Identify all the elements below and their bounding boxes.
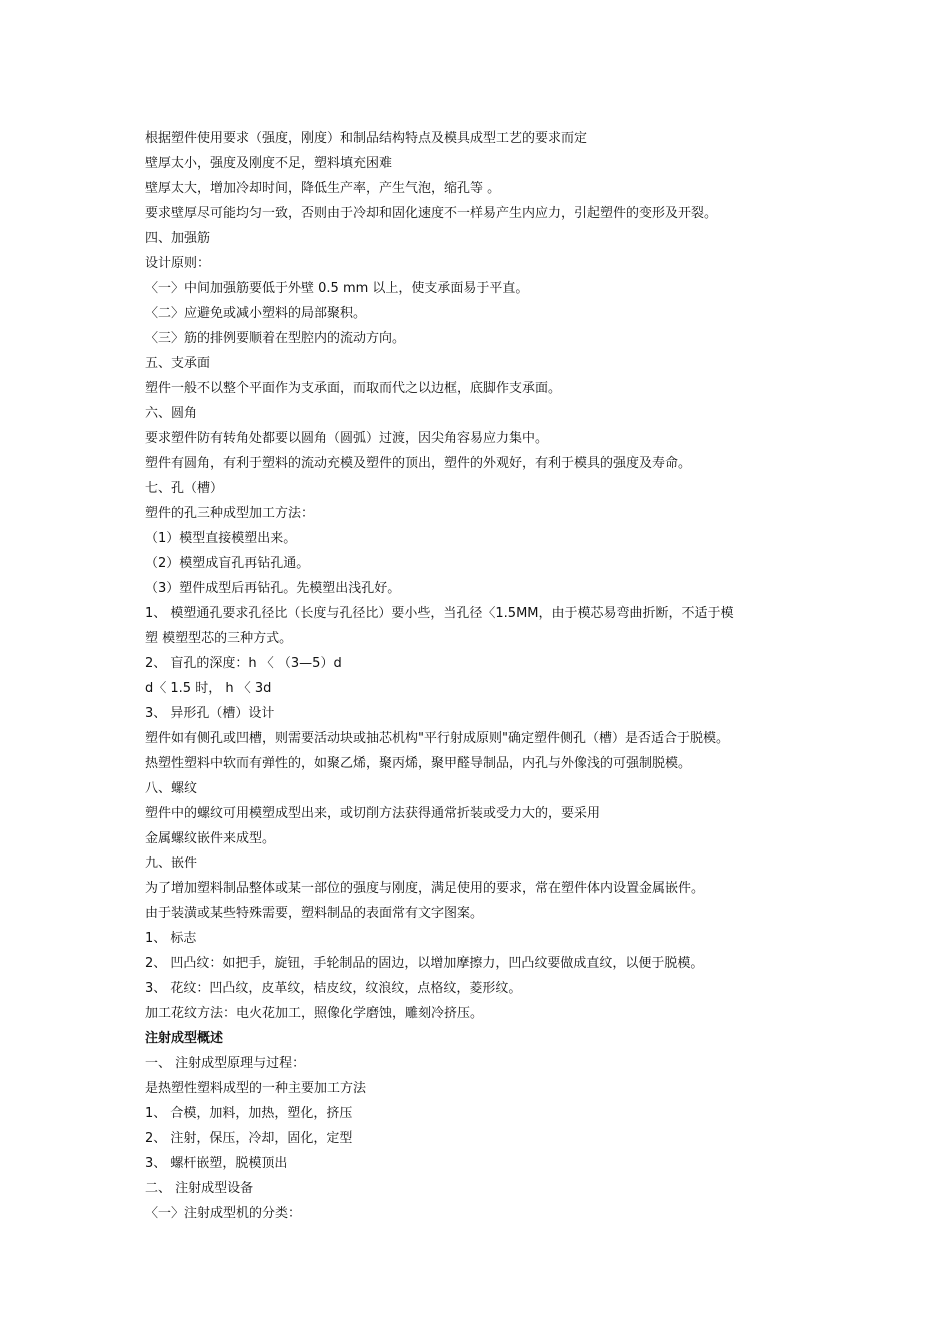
section-heading: 四、加强筋 — [145, 231, 211, 246]
section-heading: 九、嵌件 — [145, 856, 198, 871]
text-line: 加工花纹方法：电火花加工，照像化学磨蚀，雕刻冷挤压。 — [145, 1006, 484, 1021]
list-item: 〈二〉应避免或减小塑料的局部聚积。 — [145, 306, 367, 321]
list-item: 〈一〉中间加强筋要低于外壁 0.5 mm 以上，使支承面易于平直。 — [145, 281, 529, 296]
section-heading: 一、 注射成型原理与过程： — [145, 1056, 306, 1071]
text-line: 壁厚太大，增加冷却时间，降低生产率，产生气泡，缩孔等 。 — [145, 181, 501, 196]
list-item: 〈一〉注射成型机的分类： — [145, 1206, 302, 1221]
text-line: 塑 模塑型芯的三种方式。 — [145, 631, 293, 646]
section-heading: 二、 注射成型设备 — [145, 1181, 254, 1196]
text-line: 设计原则： — [145, 256, 211, 271]
text-line: 根据塑件使用要求（强度，刚度）和制品结构特点及模具成型工艺的要求而定 — [145, 131, 588, 146]
list-item: 2、 凹凸纹：如把手，旋钮，手轮制品的固边，以增加摩擦力，凹凸纹要做成直纹，以便于脱模。 — [145, 956, 704, 971]
text-line: 塑件一般不以整个平面作为支承面，而取而代之以边框，底脚作支承面。 — [145, 381, 562, 396]
text-line: 热塑性塑料中软而有弹性的，如聚乙烯，聚丙烯，聚甲醛导制品，内孔与外像浅的可强制脱模。 — [145, 756, 692, 771]
text-line: 塑件有圆角，有利于塑料的流动充模及塑件的顶出，塑件的外观好，有利于模具的强度及寿命。 — [145, 456, 692, 471]
section-heading: 七、孔（槽） — [145, 481, 224, 496]
list-item: 1、 合模，加料，加热，塑化，挤压 — [145, 1106, 353, 1121]
text-line: 塑件的孔三种成型加工方法： — [145, 506, 315, 521]
text-line: 塑件如有侧孔或凹槽，则需要活动块或抽芯机构"平行射成原则"确定塑件侧孔（槽）是否适合于脱模。 — [145, 731, 729, 746]
list-item: 3、 螺杆嵌塑，脱模顶出 — [145, 1156, 288, 1171]
text-line: 是热塑性塑料成型的一种主要加工方法 — [145, 1081, 367, 1096]
list-item: 3、 花纹：凹凸纹，皮革纹，桔皮纹，纹浪纹，点格纹，菱形纹。 — [145, 981, 522, 996]
list-item: 3、 异形孔（槽）设计 — [145, 706, 275, 721]
text-line: 由于装潢或某些特殊需要，塑料制品的表面常有文字图案。 — [145, 906, 484, 921]
list-item: （1）模型直接模塑出来。 — [145, 531, 297, 546]
section-heading: 五、支承面 — [145, 356, 211, 371]
text-line: 要求壁厚尽可能均匀一致，否则由于冷却和固化速度不一样易产生内应力，引起塑件的变形及开裂。 — [145, 206, 718, 221]
text-line: d〈 1.5 时， h 〈 3d — [145, 681, 272, 696]
section-heading: 八、螺纹 — [145, 781, 198, 796]
list-item: （2）模塑成盲孔再钻孔通。 — [145, 556, 310, 571]
text-line: 要求塑件防有转角处都要以圆角（圆弧）过渡，因尖角容易应力集中。 — [145, 431, 549, 446]
document-body — [145, 126, 825, 1226]
section-heading: 六、圆角 — [145, 406, 198, 421]
text-line: 塑件中的螺纹可用模塑成型出来，或切削方法获得通常折装或受力大的，要采用 — [145, 806, 601, 821]
text-line: 为了增加塑料制品整体或某一部位的强度与刚度，满足使用的要求，常在塑件体内设置金属嵌件。 — [145, 881, 705, 896]
list-item: 〈三〉筋的排例要顺着在型腔内的流动方向。 — [145, 331, 406, 346]
text-line: 金属螺纹嵌件来成型。 — [145, 831, 276, 846]
list-item: 1、 模塑通孔要求孔径比（长度与孔径比）要小些，当孔径〈1.5MM，由于模芯易弯曲折断，不适于模 — [145, 606, 734, 621]
chapter-title: 注射成型概述 — [145, 1031, 224, 1046]
list-item: （3）塑件成型后再钻孔。先模塑出浅孔好。 — [145, 581, 401, 596]
list-item: 1、 标志 — [145, 931, 197, 946]
list-item: 2、 注射，保压，冷却，固化，定型 — [145, 1131, 353, 1146]
text-line: 壁厚太小，强度及刚度不足，塑料填充困难 — [145, 156, 393, 171]
list-item: 2、 盲孔的深度：h 〈 （3—5）d — [145, 656, 342, 671]
